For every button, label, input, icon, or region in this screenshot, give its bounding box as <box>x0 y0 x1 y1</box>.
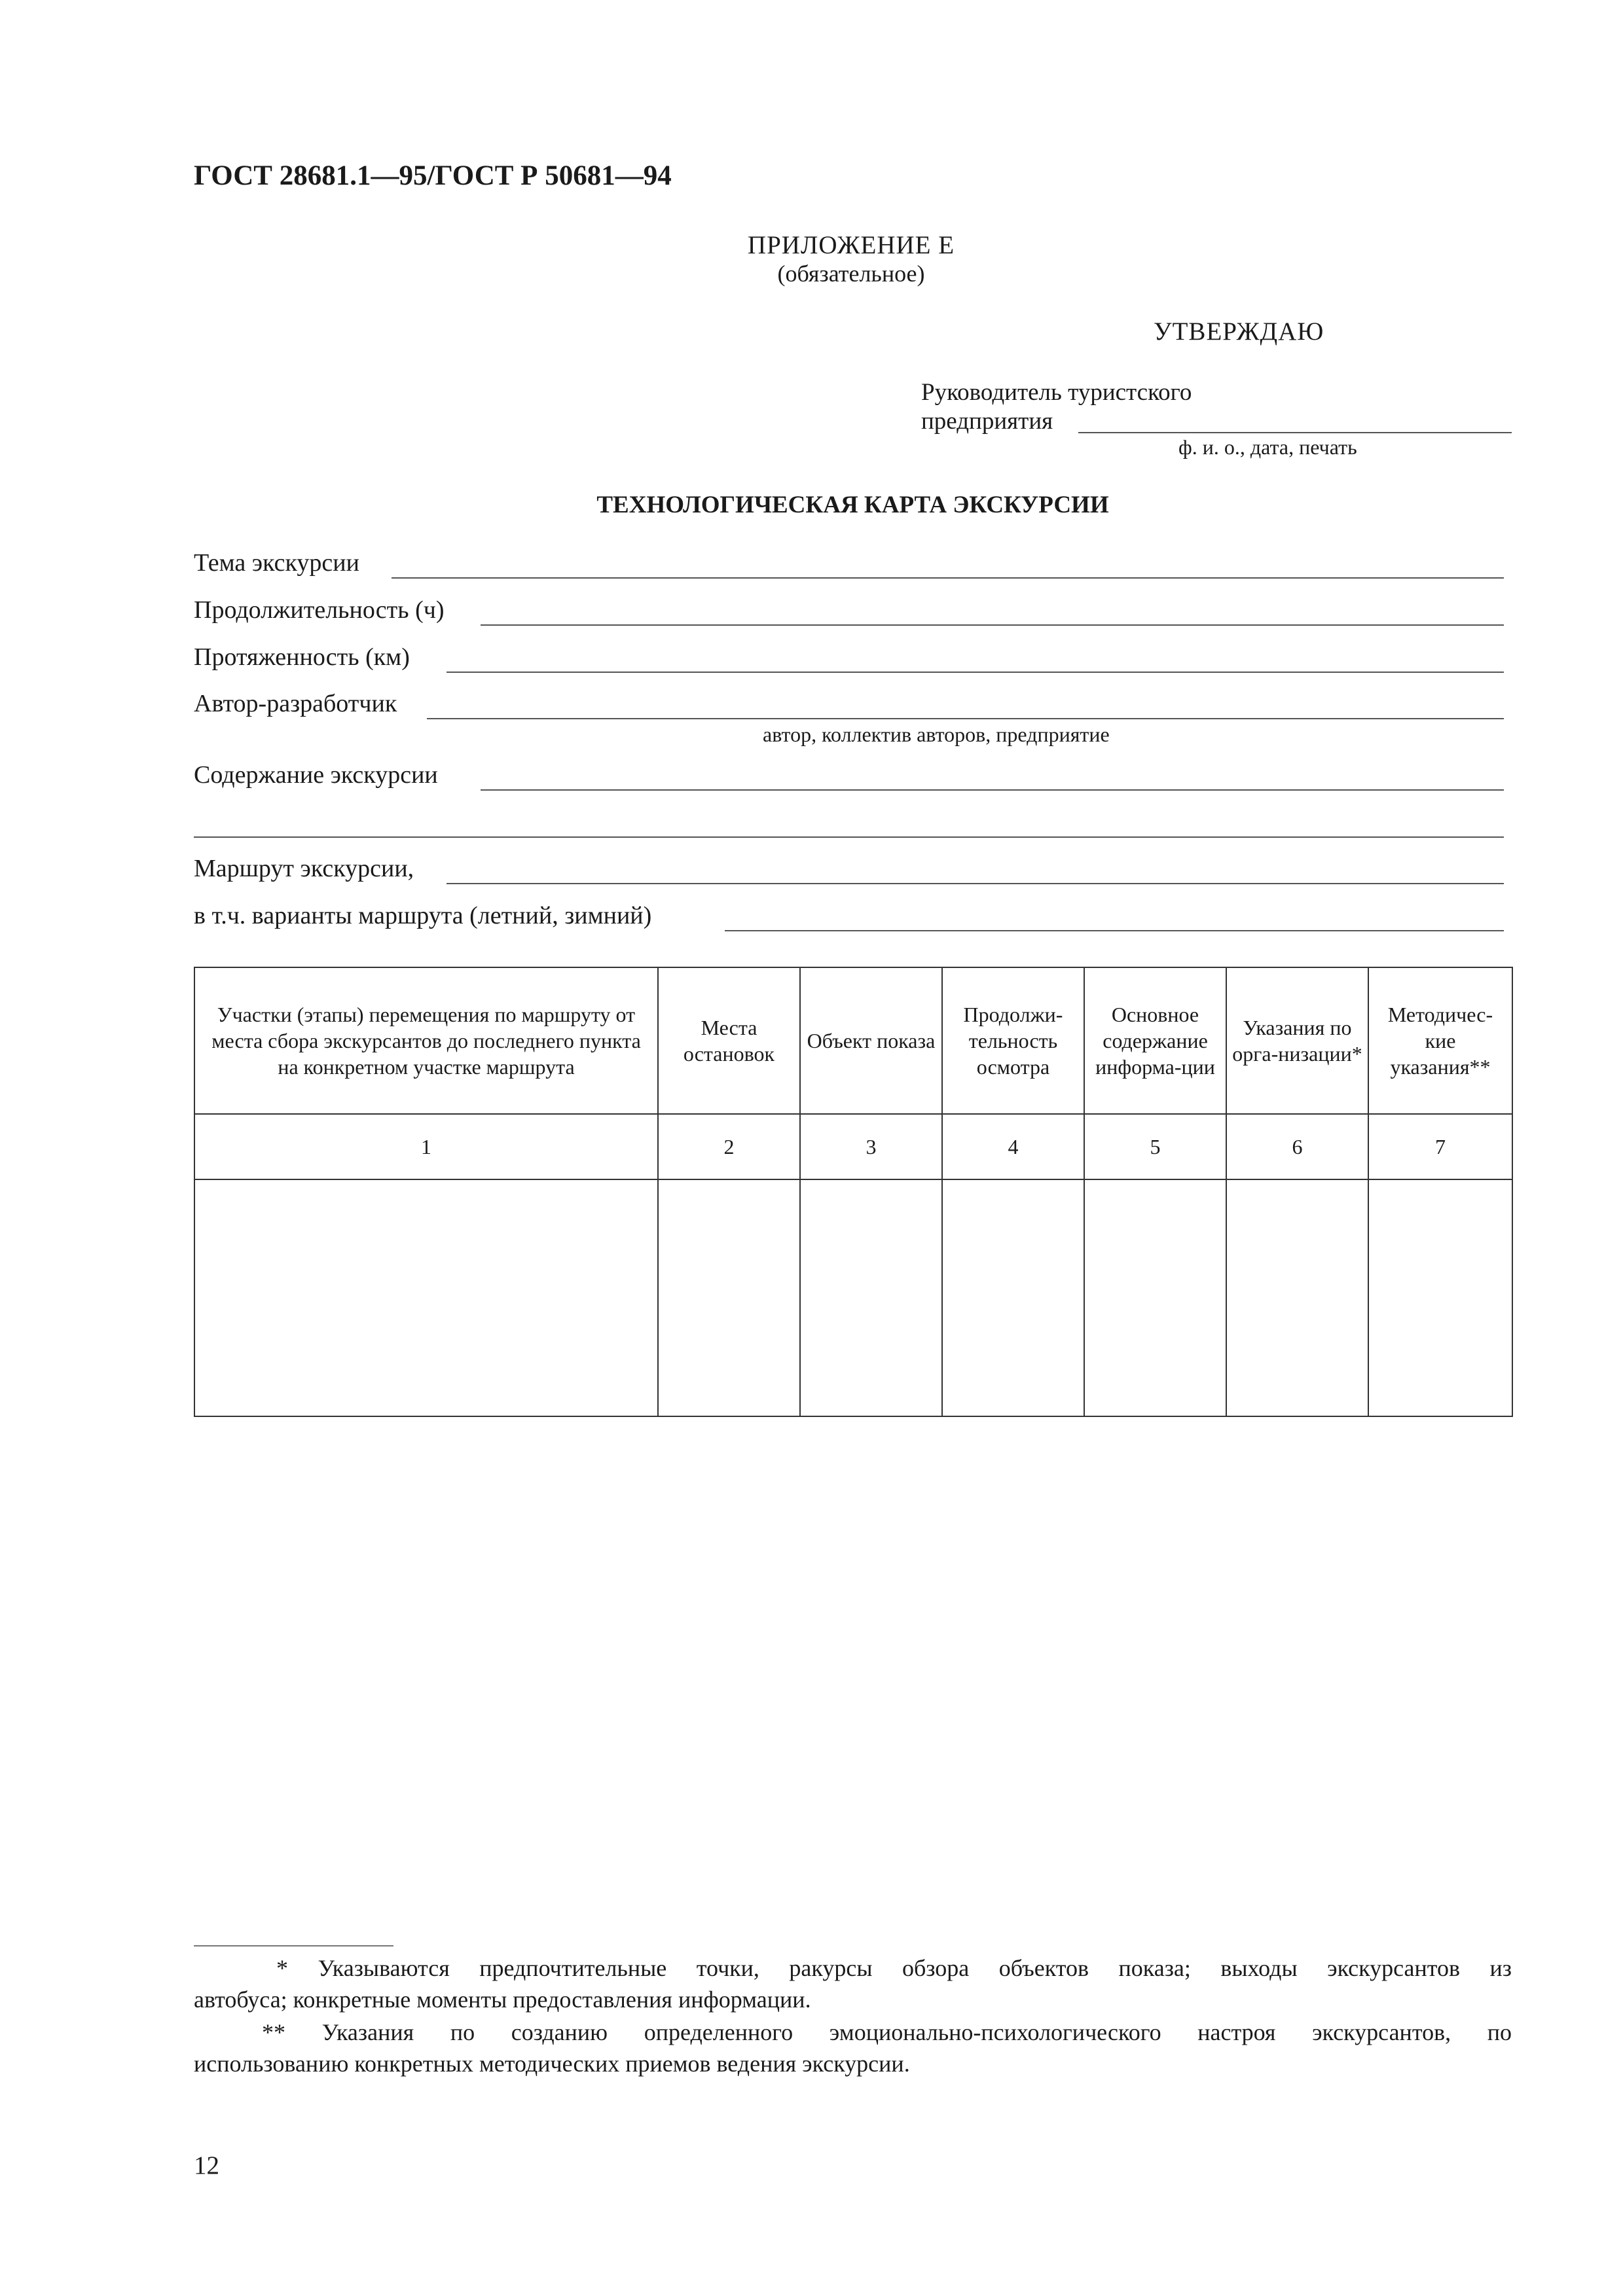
column-header: Объект показа <box>800 967 942 1114</box>
table-cell[interactable] <box>942 1179 1084 1416</box>
column-number: 5 <box>1084 1114 1226 1179</box>
approve-label: УТВЕРЖДАЮ <box>1154 317 1324 346</box>
card-title: ТЕХНОЛОГИЧЕСКАЯ КАРТА ЭКСКУРСИИ <box>596 492 1109 518</box>
column-header: Участки (этапы) перемещения по маршруту от места сбора экскурсантов до последнего пункта на конкретном участке маршрута <box>194 967 658 1114</box>
theme-label: Тема экскурсии <box>194 549 359 577</box>
route-variants-label: в т.ч. варианты маршрута (летний, зимний) <box>194 902 652 929</box>
approver-signature-line[interactable] <box>1078 432 1512 433</box>
approver-role-line1: Руководитель туристского <box>921 379 1192 406</box>
route-variants-field[interactable] <box>725 930 1504 931</box>
footnote-2 <box>194 2017 1512 2079</box>
route-label: Маршрут экскурсии, <box>194 855 414 882</box>
table-number-row <box>194 1114 1512 1179</box>
author-field[interactable] <box>427 718 1504 719</box>
column-number: 3 <box>800 1114 942 1179</box>
length-label: Протяженность (км) <box>194 643 410 671</box>
approver-hint: ф. и. о., дата, печать <box>1178 435 1357 459</box>
appendix-note: (обязательное) <box>777 260 925 287</box>
column-header: Места остановок <box>658 967 800 1114</box>
column-header: Методичес-кие указания** <box>1368 967 1512 1114</box>
page-number: 12 <box>194 2151 219 2179</box>
footnote-rule <box>194 1945 393 1946</box>
content-field-continued[interactable] <box>194 836 1504 838</box>
column-number: 4 <box>942 1114 1084 1179</box>
author-hint: автор, коллектив авторов, предприятие <box>763 723 1110 746</box>
table-cell[interactable] <box>1226 1179 1368 1416</box>
table-cell[interactable] <box>658 1179 800 1416</box>
length-field[interactable] <box>447 672 1504 673</box>
column-number: 7 <box>1368 1114 1512 1179</box>
column-header: Указания по орга-низации* <box>1226 967 1368 1114</box>
appendix-title: ПРИЛОЖЕНИЕ Е <box>747 231 955 259</box>
footnote-2-line2: использованию конкретных методических приемов ведения экскурсии. <box>194 2050 910 2077</box>
table-cell[interactable] <box>194 1179 658 1416</box>
duration-field[interactable] <box>481 624 1504 626</box>
duration-label: Продолжительность (ч) <box>194 596 445 624</box>
column-number: 2 <box>658 1114 800 1179</box>
table-cell[interactable] <box>1084 1179 1226 1416</box>
table-cell[interactable] <box>800 1179 942 1416</box>
footnote-1 <box>194 1953 1512 2015</box>
table-row <box>194 1179 1512 1416</box>
column-number: 1 <box>194 1114 658 1179</box>
column-header: Продолжи-тельность осмотра <box>942 967 1084 1114</box>
footnote-1-line1: * Указываются предпочтительные точки, ракурсы обзора объектов показа; выходы экскурсантов из <box>276 1955 1512 1981</box>
column-header: Основное содержание информа-ции <box>1084 967 1226 1114</box>
table-cell[interactable] <box>1368 1179 1512 1416</box>
content-label: Содержание экскурсии <box>194 761 438 789</box>
footnote-2-line1: ** Указания по созданию определенного эмоционально-психологического настроя экскурсантов, по <box>262 2019 1512 2045</box>
author-label: Автор-разработчик <box>194 690 397 717</box>
column-number: 6 <box>1226 1114 1368 1179</box>
footnote-1-line2: автобуса; конкретные моменты предоставления информации. <box>194 1986 811 2013</box>
table-header-row <box>194 967 1512 1114</box>
approver-role-line2: предприятия <box>921 408 1053 435</box>
content-field[interactable] <box>481 789 1504 791</box>
document-code: ГОСТ 28681.1—95/ГОСТ Р 50681—94 <box>194 160 672 191</box>
route-field[interactable] <box>447 883 1504 884</box>
theme-field[interactable] <box>392 577 1504 579</box>
excursion-table <box>194 967 1513 1417</box>
